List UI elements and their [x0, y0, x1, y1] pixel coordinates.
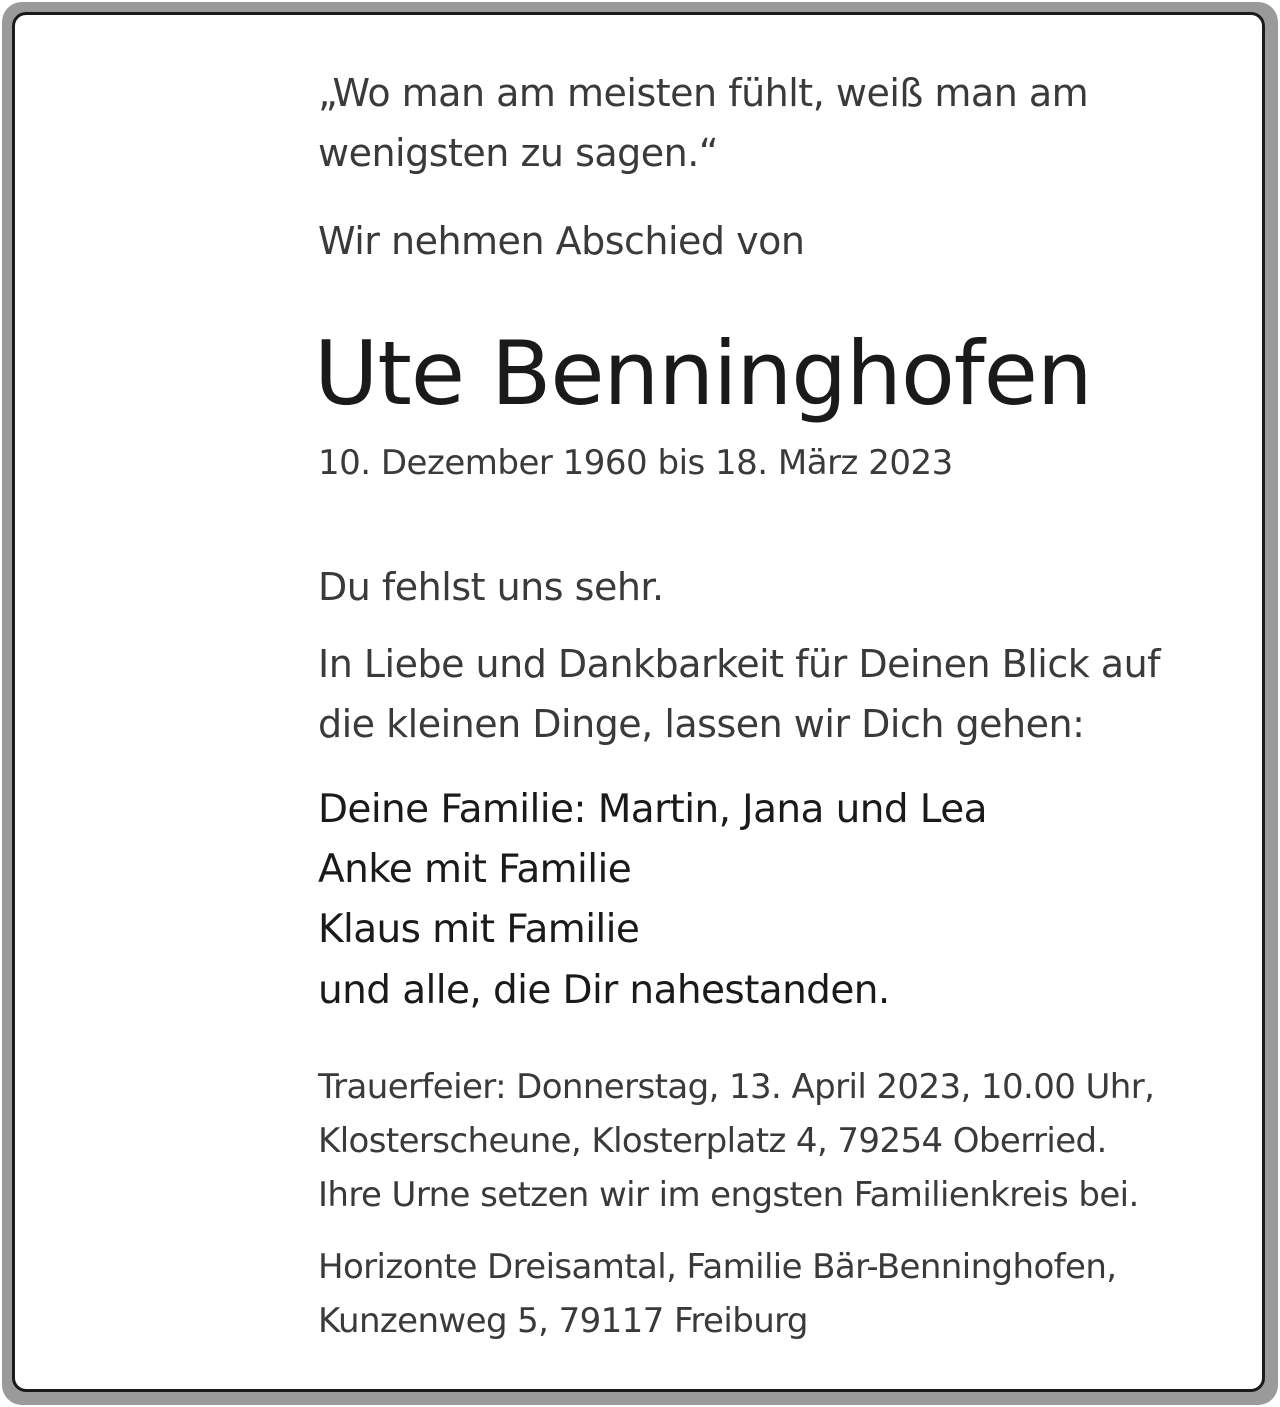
- intro-text: Wir nehmen Abschied von: [318, 219, 805, 263]
- farewell-line-1: In Liebe und Dankbarkeit für Deinen Blick auf: [318, 642, 1161, 686]
- service-line-2: Klosterscheune, Klosterplatz 4, 79254 Oberried.: [318, 1121, 1107, 1161]
- family-line-1: Deine Familie: Martin, Jana und Lea: [318, 787, 987, 832]
- life-dates: 10. Dezember 1960 bis 18. März 2023: [318, 443, 953, 483]
- contact-line-2: Kunzenweg 5, 79117 Freiburg: [318, 1301, 808, 1341]
- quote-line-2: wenigsten zu sagen.“: [318, 131, 719, 175]
- family-line-4: und alle, die Dir nahestanden.: [318, 968, 890, 1013]
- service-line-3: Ihre Urne setzen wir im engsten Familienkreis bei.: [318, 1175, 1139, 1215]
- contact-line-1: Horizonte Dreisamtal, Familie Bär-Benninghofen,: [318, 1247, 1117, 1287]
- family-line-2: Anke mit Familie: [318, 847, 632, 892]
- family-line-3: Klaus mit Familie: [318, 907, 640, 952]
- service-line-1: Trauerfeier: Donnerstag, 13. April 2023, 10.00 Uhr,: [318, 1067, 1155, 1107]
- miss-text: Du fehlst uns sehr.: [318, 565, 664, 609]
- farewell-line-2: die kleinen Dinge, lassen wir Dich gehen:: [318, 702, 1085, 746]
- deceased-name: Ute Benninghofen: [314, 322, 1092, 425]
- quote-line-1: „Wo man am meisten fühlt, weiß man am: [318, 71, 1089, 115]
